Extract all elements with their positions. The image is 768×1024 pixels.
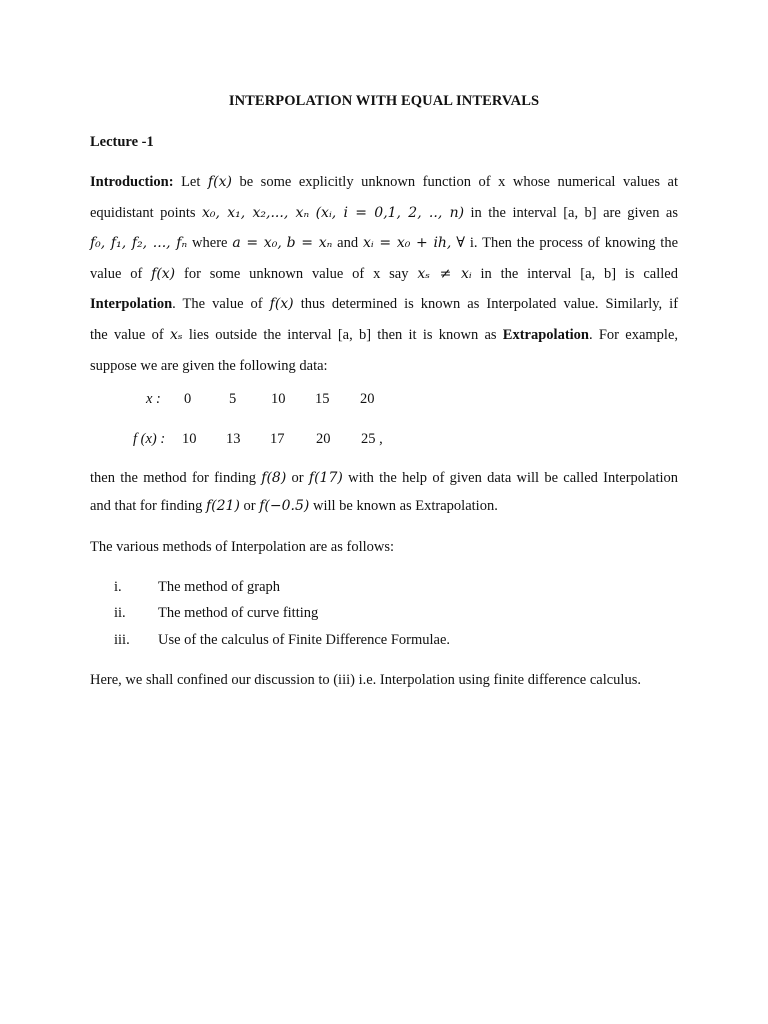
interpolation-example-paragraph	[90, 464, 678, 520]
fx-value: 13	[226, 431, 241, 447]
formula-fx: f(x)	[207, 174, 232, 190]
intro-text: Let	[181, 174, 201, 190]
fx-value: 10	[182, 431, 197, 447]
term-interpolation: Interpolation	[90, 296, 173, 313]
methods-intro: The various methods of Interpolation are as follows:	[90, 539, 395, 555]
intro-text: ∀ i. Then the process of knowing the	[456, 235, 679, 252]
example-text: then the method for finding	[90, 470, 256, 486]
formula-xi: xᵢ = x₀ + ih,	[362, 235, 452, 252]
intro-line-5	[90, 289, 678, 320]
formula-values: f₀, f₁, f₂, ..., fₙ	[90, 235, 188, 252]
list-item-text: Use of the calculus of Finite Difference Formulae.	[158, 632, 451, 648]
intro-text: equidistant points	[90, 204, 196, 221]
formula-points: x₀, x₁, x₂,..., xₙ	[202, 204, 310, 221]
intro-text: in the interval [a, b] is called	[480, 265, 678, 282]
formula-f-neg: f(−0.5)	[259, 498, 310, 514]
list-item-number: iii.	[114, 632, 130, 648]
intro-text: the value of	[90, 326, 164, 343]
list-item-number: ii.	[114, 605, 126, 621]
formula-index: (xᵢ, i = 0,1, 2, .., n)	[315, 204, 465, 221]
x-value: 20	[360, 391, 375, 407]
intro-text: thus determined is known as Interpolated value. Similarly, if	[300, 296, 679, 313]
formula-f8: f(8)	[261, 470, 287, 486]
example-line-1	[90, 464, 678, 492]
intro-text: . For example,	[589, 326, 679, 343]
page-title: INTERPOLATION WITH EQUAL INTERVALS	[228, 93, 540, 109]
example-text: or	[243, 498, 256, 514]
fx-value: 20	[316, 431, 331, 447]
x-value: 15	[315, 391, 330, 407]
formula-f21: f(21)	[205, 498, 240, 514]
example-line-2	[90, 492, 678, 520]
intro-text: . The value of	[172, 296, 263, 313]
intro-text: for some unknown value of x say	[183, 265, 409, 282]
intro-text: be some explicitly unknown function of x whose numerical values at	[239, 174, 678, 190]
formula-xs-neq-xi: xₛ ≠ xᵢ	[417, 265, 472, 282]
intro-line-1	[90, 167, 678, 198]
fx-value: 17	[270, 431, 285, 447]
list-item-number: i.	[114, 579, 122, 595]
formula-a: a = x₀,	[232, 235, 282, 252]
example-text: will be known as Extrapolation.	[312, 498, 498, 514]
introduction-paragraph	[90, 167, 678, 381]
formula-fx: f(x)	[151, 265, 176, 282]
term-extrapolation: Extrapolation	[502, 326, 589, 343]
example-text: and that for finding	[90, 498, 203, 514]
intro-line-2	[90, 198, 678, 229]
x-value: 10	[271, 391, 286, 407]
closing-paragraph: Here, we shall confined our discussion to (iii) i.e. Interpolation using finite difference calculus.	[90, 672, 641, 688]
intro-text: and	[337, 235, 359, 252]
x-value: 5	[229, 391, 237, 407]
intro-line-3	[90, 228, 678, 259]
intro-text: where	[192, 235, 228, 252]
intro-heading: Introduction:	[90, 174, 174, 190]
fx-row-label: f (x) :	[133, 431, 166, 447]
intro-text: value of	[90, 265, 143, 282]
intro-text: lies outside the interval [a, b] then it is known as	[188, 326, 497, 343]
intro-line-4	[90, 259, 678, 290]
fx-value: 25 ,	[361, 431, 383, 447]
formula-f17: f(17)	[308, 470, 343, 486]
example-text: or	[291, 470, 304, 486]
x-row-label: x :	[146, 391, 161, 407]
list-item-text: The method of graph	[158, 579, 281, 595]
example-text: with the help of given data will be called Interpolation	[348, 470, 679, 486]
formula-xs: xₛ	[169, 326, 183, 343]
lecture-label: Lecture -1	[90, 134, 154, 150]
formula-fx: f(x)	[269, 296, 294, 313]
list-item-text: The method of curve fitting	[158, 605, 319, 621]
intro-text: in the interval [a, b] are given as	[470, 204, 679, 221]
intro-line-7: suppose we are given the following data:	[90, 357, 328, 374]
x-value: 0	[184, 391, 192, 407]
intro-line-6	[90, 320, 678, 351]
formula-b: b = xₙ	[286, 235, 333, 252]
